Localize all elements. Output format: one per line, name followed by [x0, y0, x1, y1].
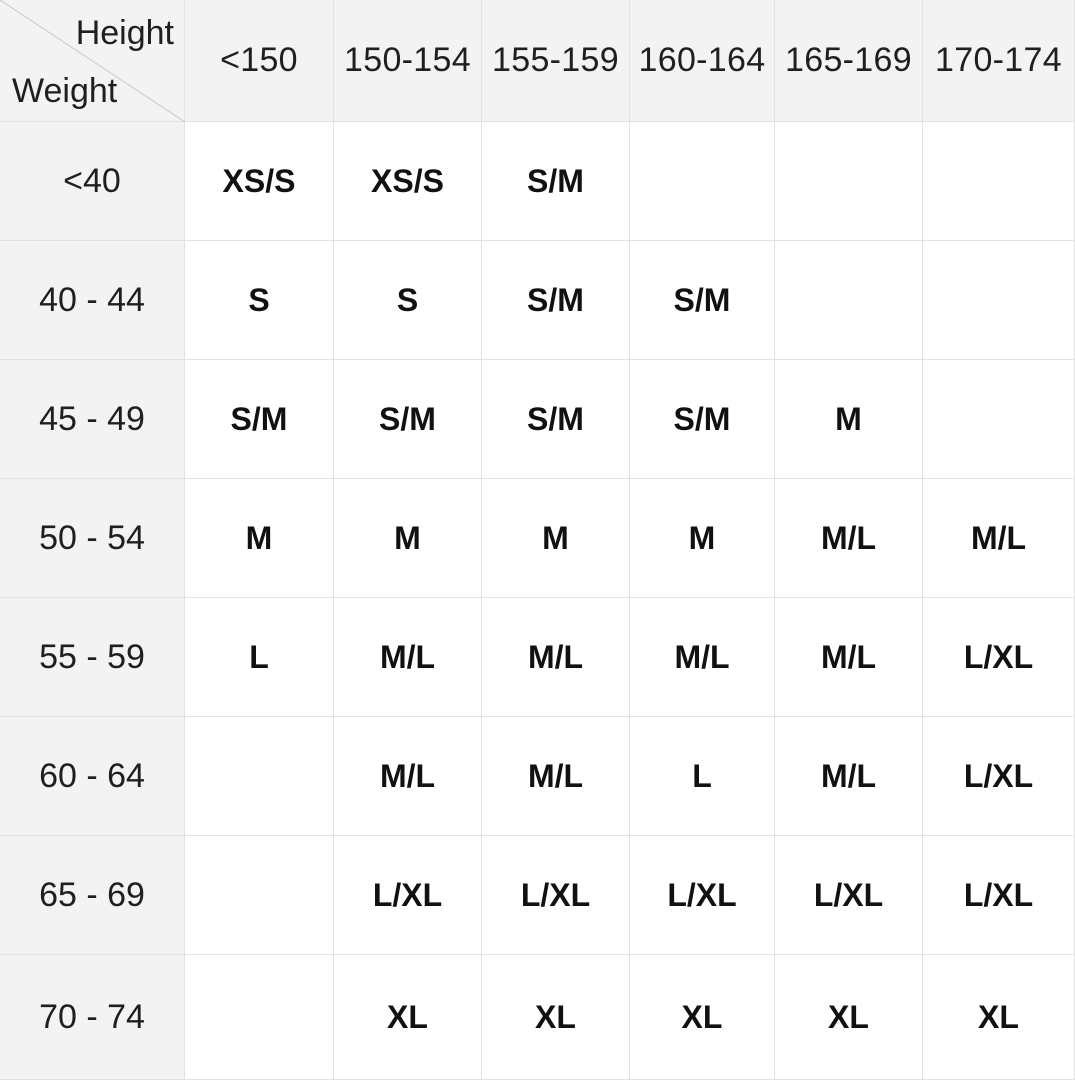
- size-cell: XL: [775, 955, 923, 1080]
- size-cell: XL: [630, 955, 775, 1080]
- size-cell: XL: [334, 955, 482, 1080]
- row-label: 50 - 54: [0, 479, 185, 598]
- size-cell: S/M: [482, 241, 630, 360]
- size-cell: M: [630, 479, 775, 598]
- size-cell: M/L: [630, 598, 775, 717]
- size-cell: M: [482, 479, 630, 598]
- size-cell: M/L: [482, 717, 630, 836]
- size-cell: M/L: [775, 717, 923, 836]
- height-axis-label: Height: [75, 14, 174, 52]
- size-cell: [923, 122, 1075, 241]
- size-cell: [923, 360, 1075, 479]
- size-cell: M/L: [923, 479, 1075, 598]
- size-cell: M/L: [482, 598, 630, 717]
- column-header: 155-159: [482, 0, 630, 122]
- size-cell: [185, 717, 334, 836]
- size-cell: XS/S: [185, 122, 334, 241]
- column-header: <150: [185, 0, 334, 122]
- size-cell: S/M: [482, 122, 630, 241]
- size-cell: M/L: [775, 598, 923, 717]
- column-header: 165-169: [775, 0, 923, 122]
- size-cell: [923, 241, 1075, 360]
- column-header: 160-164: [630, 0, 775, 122]
- size-cell: M: [334, 479, 482, 598]
- size-cell: M: [185, 479, 334, 598]
- size-cell: XL: [482, 955, 630, 1080]
- size-cell: M/L: [334, 717, 482, 836]
- size-cell: S/M: [630, 360, 775, 479]
- weight-axis-label: Weight: [12, 72, 118, 110]
- size-cell: L/XL: [482, 836, 630, 955]
- row-label: 40 - 44: [0, 241, 185, 360]
- size-cell: S/M: [482, 360, 630, 479]
- size-cell: L: [630, 717, 775, 836]
- size-cell: L: [185, 598, 334, 717]
- size-cell: S/M: [630, 241, 775, 360]
- size-cell: S: [334, 241, 482, 360]
- table-corner-cell: [0, 0, 185, 122]
- size-cell: M/L: [334, 598, 482, 717]
- size-cell: [185, 955, 334, 1080]
- size-cell: [775, 241, 923, 360]
- size-cell: [630, 122, 775, 241]
- size-cell: S/M: [334, 360, 482, 479]
- row-label: 65 - 69: [0, 836, 185, 955]
- size-cell: [775, 122, 923, 241]
- row-label: <40: [0, 122, 185, 241]
- row-label: 70 - 74: [0, 955, 185, 1080]
- size-cell: L/XL: [775, 836, 923, 955]
- row-label: 55 - 59: [0, 598, 185, 717]
- size-cell: L/XL: [923, 598, 1075, 717]
- column-header: 150-154: [334, 0, 482, 122]
- size-cell: S/M: [185, 360, 334, 479]
- size-cell: S: [185, 241, 334, 360]
- size-cell: L/XL: [923, 836, 1075, 955]
- row-label: 45 - 49: [0, 360, 185, 479]
- size-cell: M: [775, 360, 923, 479]
- size-cell: XS/S: [334, 122, 482, 241]
- row-label: 60 - 64: [0, 717, 185, 836]
- size-cell: XL: [923, 955, 1075, 1080]
- size-cell: M/L: [775, 479, 923, 598]
- column-header: 170-174: [923, 0, 1075, 122]
- size-cell: [185, 836, 334, 955]
- size-cell: L/XL: [630, 836, 775, 955]
- size-cell: L/XL: [334, 836, 482, 955]
- size-cell: L/XL: [923, 717, 1075, 836]
